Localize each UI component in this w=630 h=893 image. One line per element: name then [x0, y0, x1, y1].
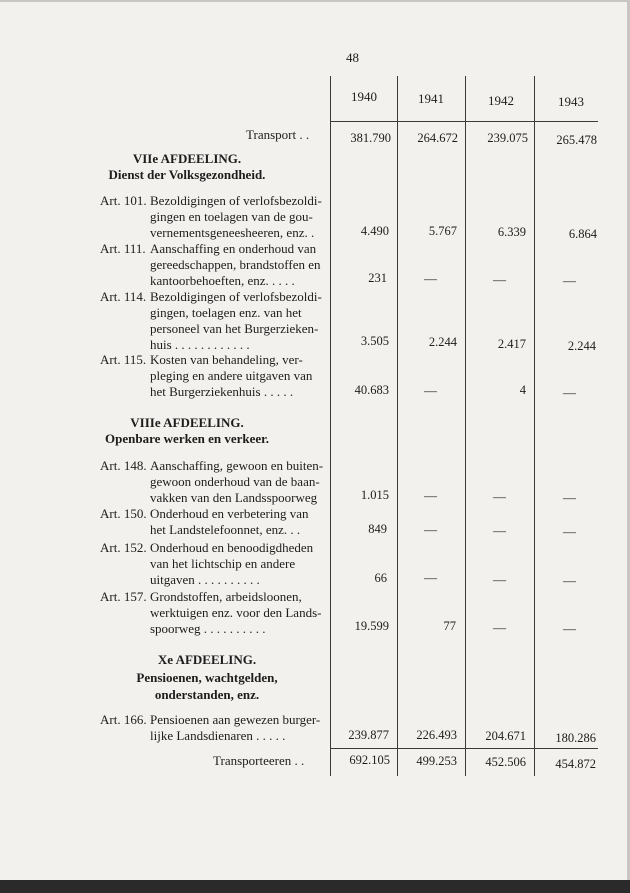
- value-1943: 6.864: [568, 227, 597, 241]
- description-line: het Burgerziekenhuis . . . . .: [150, 384, 294, 399]
- value-1942: —: [493, 572, 506, 587]
- description-line: Pensioenen aan gewezen burger-: [150, 712, 321, 727]
- value-1942: 4: [519, 383, 526, 397]
- value-1941: —: [424, 271, 437, 286]
- description-line: huis . . . . . . . . . . . .: [150, 337, 250, 352]
- description-line: het Landstelefoonnet, enz. . .: [150, 522, 301, 537]
- transporteeren-1940: 692.105: [349, 753, 390, 767]
- article-description: [150, 193, 322, 241]
- value-1941: —: [424, 522, 437, 537]
- value-1943: —: [563, 385, 576, 400]
- transport-1940: 381.790: [350, 131, 391, 145]
- description-line: gewoon onderhoud van de baan-: [150, 474, 320, 489]
- description-line: Kosten van behandeling, ver-: [150, 352, 303, 367]
- section-heading-vii: VIIe AFDEELING.: [132, 151, 242, 166]
- description-line: gingen, toelagen enz. van het: [150, 305, 302, 320]
- article-description: [150, 589, 322, 637]
- article-number: Art. 111.: [100, 241, 146, 256]
- page-edge-top: [0, 0, 630, 2]
- transport-1943: 265.478: [556, 133, 597, 147]
- article-description: [150, 712, 322, 744]
- article-description: [150, 458, 322, 506]
- value-1941: 5.767: [428, 224, 457, 238]
- section-heading-x: Xe AFDEELING.: [157, 652, 257, 667]
- value-1942: 204.671: [485, 729, 526, 743]
- description-line: Onderhoud en verbetering van: [150, 506, 309, 521]
- header-rule: [330, 121, 598, 122]
- description-line: werktuigen enz. voor den Lands-: [150, 605, 322, 620]
- value-1940: 849: [368, 522, 387, 536]
- description-line: Aanschaffing, gewoon en buiten-: [150, 458, 324, 473]
- section-subheading-x-line-2: onderstanden, enz.: [154, 687, 260, 702]
- value-1940: 66: [374, 571, 387, 585]
- scan-footer-bar: [0, 880, 630, 893]
- article-description: [150, 506, 322, 538]
- value-1942: 6.339: [497, 225, 526, 239]
- description-line: vernementsgeneesheeren, enz. .: [150, 225, 315, 240]
- article-description: [150, 241, 322, 289]
- column-rule-1943-left: [534, 76, 535, 776]
- article-number: Art. 101.: [100, 193, 147, 208]
- value-1942: —: [493, 489, 506, 504]
- year-header-1940: 1940: [351, 89, 377, 104]
- value-1941: 2.244: [428, 335, 457, 349]
- description-line: personeel van het Burgerzieken-: [150, 321, 319, 336]
- description-line: Grondstoffen, arbeidsloonen,: [150, 589, 302, 604]
- description-line: uitgaven . . . . . . . . . .: [150, 572, 260, 587]
- transporteeren-1943: 454.872: [555, 757, 596, 771]
- description-line: lijke Landsdienaren . . . . .: [150, 728, 286, 743]
- transporteeren-1942: 452.506: [485, 755, 526, 769]
- value-1943: 180.286: [555, 731, 596, 745]
- article-number: Art. 166.: [100, 712, 147, 727]
- transport-1942: 239.075: [487, 131, 528, 145]
- section-subheading-viii: Openbare werken en verkeer.: [105, 431, 269, 446]
- value-1942: —: [493, 523, 506, 538]
- value-1943: 2.244: [567, 339, 596, 353]
- transporteeren-label: Transporteeren . .: [213, 753, 305, 768]
- value-1940: 231: [368, 271, 387, 285]
- column-rule-1942-left: [465, 76, 466, 776]
- value-1943: —: [563, 621, 576, 636]
- page-number: 48: [346, 50, 359, 65]
- article-number: Art. 115.: [100, 352, 147, 367]
- value-1941: —: [424, 488, 437, 503]
- value-1940: 19.599: [354, 619, 389, 633]
- description-line: gingen en toelagen van de gou-: [150, 209, 313, 224]
- article-description: [150, 352, 322, 400]
- description-line: pleging en andere uitgaven van: [150, 368, 313, 383]
- description-line: Aanschaffing en onderhoud van: [150, 241, 317, 256]
- description-line: kantoorbehoeften, enz. . . . .: [150, 273, 295, 288]
- value-1940: 4.490: [360, 224, 389, 238]
- value-1940: 239.877: [348, 728, 389, 742]
- transporteeren-1941: 499.253: [416, 754, 457, 768]
- description-line: Onderhoud en benoodigdheden: [150, 540, 314, 555]
- article-description: [150, 289, 322, 353]
- article-number: Art. 114.: [100, 289, 147, 304]
- description-line: van het lichtschip en andere: [150, 556, 296, 571]
- value-1941: —: [424, 383, 437, 398]
- column-rule-1941-left: [397, 76, 398, 776]
- transport-label: Transport . .: [246, 127, 310, 142]
- article-number: Art. 148.: [100, 458, 147, 473]
- year-header-1943: 1943: [558, 94, 584, 109]
- year-header-1941: 1941: [418, 91, 444, 106]
- description-line: vakken van den Landsspoorweg: [150, 490, 318, 505]
- value-1942: —: [493, 272, 506, 287]
- value-1942: 2.417: [497, 337, 526, 351]
- value-1941: 226.493: [416, 728, 457, 742]
- description-line: gereedschappen, brandstoffen en: [150, 257, 321, 272]
- value-1943: —: [563, 490, 576, 505]
- article-number: Art. 152.: [100, 540, 147, 555]
- description-line: spoorweg . . . . . . . . . .: [150, 621, 266, 636]
- value-1940: 40.683: [354, 383, 389, 397]
- value-1943: —: [563, 524, 576, 539]
- value-1940: 3.505: [360, 334, 389, 348]
- value-1940: 1.015: [360, 488, 389, 502]
- total-rule: [330, 748, 598, 749]
- value-1941: —: [424, 570, 437, 585]
- description-line: Bezoldigingen of verlofsbezoldi-: [150, 193, 322, 208]
- section-heading-viii: VIIIe AFDEELING.: [130, 415, 244, 430]
- transport-1941: 264.672: [417, 131, 458, 145]
- value-1943: —: [563, 273, 576, 288]
- description-line: Bezoldigingen of verlofsbezoldi-: [150, 289, 322, 304]
- year-header-1942: 1942: [488, 93, 514, 108]
- value-1942: —: [493, 620, 506, 635]
- article-number: Art. 157.: [100, 589, 147, 604]
- value-1943: —: [563, 573, 576, 588]
- section-subheading-vii: Dienst der Volksgezondheid.: [108, 167, 266, 182]
- section-subheading-x: Pensioenen, wachtgelden,: [136, 670, 278, 685]
- article-number: Art. 150.: [100, 506, 147, 521]
- value-1941: 77: [443, 619, 456, 633]
- article-description: [150, 540, 322, 588]
